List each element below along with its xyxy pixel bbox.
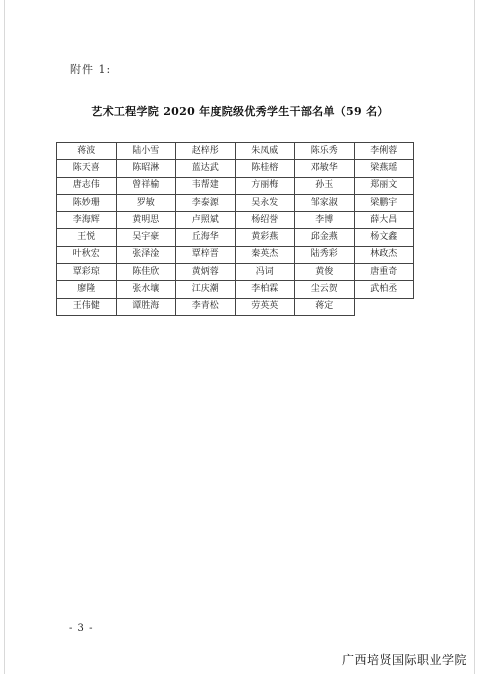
name-cell: 卢照斌	[176, 212, 236, 229]
table-row	[57, 194, 414, 211]
name-cell: 邓敏华	[295, 160, 355, 177]
name-cell: 李柏霖	[235, 281, 295, 298]
name-cell: 蒋波	[57, 143, 117, 160]
name-cell: 陆秀彩	[295, 246, 355, 263]
attachment-label: 附件 1:	[70, 63, 112, 76]
name-cell: 李青松	[176, 298, 236, 315]
name-cell: 武柏丞	[354, 281, 414, 298]
name-cell: 谭胜海	[116, 298, 176, 315]
name-cell: 覃梓晋	[176, 246, 236, 263]
name-cell: 黄彩燕	[235, 229, 295, 246]
table-row	[57, 246, 414, 263]
name-cell: 黄炳蓉	[176, 264, 236, 281]
name-cell: 罗敏	[116, 194, 176, 211]
name-cell: 黄俊	[295, 264, 355, 281]
name-cell: 梁燕瑶	[354, 160, 414, 177]
name-cell: 朱凤威	[235, 143, 295, 160]
name-cell: 叶秋宏	[57, 246, 117, 263]
name-cell: 秦英杰	[235, 246, 295, 263]
table-row	[57, 264, 414, 281]
name-cell: 覃彩琼	[57, 264, 117, 281]
name-cell: 王悦	[57, 229, 117, 246]
name-cell: 李博	[295, 212, 355, 229]
name-cell: 陈乐秀	[295, 143, 355, 160]
table-row	[57, 160, 414, 177]
name-cell: 李海辉	[57, 212, 117, 229]
name-cell: 邹家淑	[295, 194, 355, 211]
table-row	[57, 143, 414, 160]
name-cell: 唐重奇	[354, 264, 414, 281]
name-cell: 杨绍誉	[235, 212, 295, 229]
name-cell: 邱金燕	[295, 229, 355, 246]
table-row	[57, 212, 414, 229]
name-cell: 陈天喜	[57, 160, 117, 177]
name-cell: 薛大昌	[354, 212, 414, 229]
name-cell: 蒋定	[295, 298, 355, 315]
name-cell: 张水壤	[116, 281, 176, 298]
name-cell: 吴宇豪	[116, 229, 176, 246]
name-cell: 梁鹏宇	[354, 194, 414, 211]
name-cell: 孙玉	[295, 177, 355, 194]
name-cell: 丘海华	[176, 229, 236, 246]
name-cell: 唐志伟	[57, 177, 117, 194]
name-table-body	[57, 143, 414, 316]
name-cell: 陈桂榕	[235, 160, 295, 177]
name-cell: 方丽梅	[235, 177, 295, 194]
name-cell: 李俐蓉	[354, 143, 414, 160]
name-cell: 劳英英	[235, 298, 295, 315]
name-cell: 林政杰	[354, 246, 414, 263]
page-number: - 3 -	[69, 623, 94, 634]
name-cell: 陈佳欣	[116, 264, 176, 281]
name-cell: 冯词	[235, 264, 295, 281]
name-table	[56, 142, 414, 316]
table-row	[57, 229, 414, 246]
name-cell: 陈昭淋	[116, 160, 176, 177]
name-cell: 李泰源	[176, 194, 236, 211]
name-cell: 陆小雪	[116, 143, 176, 160]
name-cell	[354, 298, 414, 315]
name-cell: 江庆潮	[176, 281, 236, 298]
name-cell: 张泽淦	[116, 246, 176, 263]
name-cell: 蓝达武	[176, 160, 236, 177]
document-title: 艺术工程学院 2020 年度院级优秀学生干部名单（59 名）	[91, 105, 389, 118]
name-cell: 吴永发	[235, 194, 295, 211]
page-frame	[4, 0, 475, 674]
name-cell: 陈妙珊	[57, 194, 117, 211]
name-cell: 尘云贺	[295, 281, 355, 298]
name-cell: 廖隆	[57, 281, 117, 298]
name-cell: 赵梓彤	[176, 143, 236, 160]
institution-watermark: 广西培贤国际职业学院	[341, 653, 467, 667]
table-row	[57, 281, 414, 298]
table-row	[57, 177, 414, 194]
table-row	[57, 298, 414, 315]
name-cell: 曾祥榆	[116, 177, 176, 194]
name-cell: 王伟健	[57, 298, 117, 315]
name-cell: 杨文鑫	[354, 229, 414, 246]
name-cell: 韦帮建	[176, 177, 236, 194]
name-cell: 郑丽文	[354, 177, 414, 194]
name-cell: 黄明思	[116, 212, 176, 229]
